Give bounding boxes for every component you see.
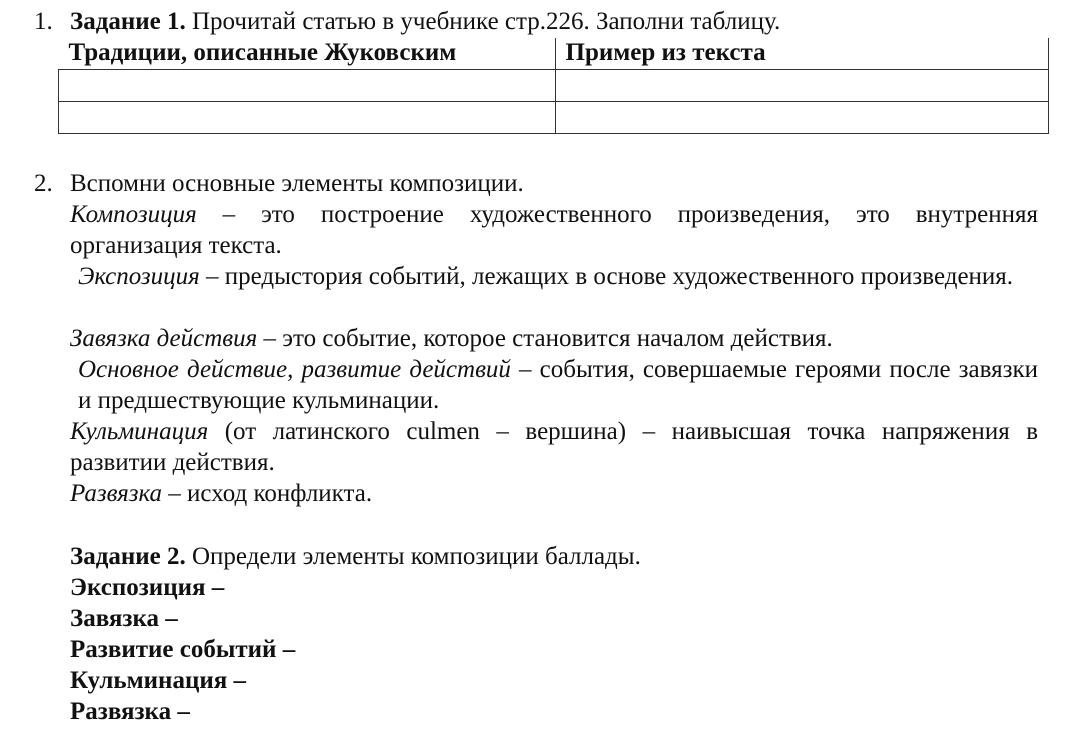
table-header-example: Пример из текста xyxy=(555,38,1049,70)
assignment2-heading xyxy=(70,541,1038,572)
task1-number: 1. xyxy=(34,8,53,35)
definition-denouement xyxy=(70,478,1038,509)
task2-number: 2. xyxy=(34,170,53,197)
traditions-table xyxy=(58,38,1049,134)
table-row xyxy=(59,70,1049,102)
definition-term: Развязка xyxy=(70,480,163,507)
table-row xyxy=(59,102,1049,134)
table-header-row xyxy=(59,38,1049,70)
definition-exposition xyxy=(70,261,1038,292)
definition-term: Композиция xyxy=(70,201,197,228)
definition-term: Завязка действия xyxy=(70,325,258,352)
task1-text: Прочитай статью в учебнике стр.226. Заполни таблицу. xyxy=(185,8,781,35)
assignment2-text: Определи элементы композиции баллады. xyxy=(185,543,641,570)
list-item: Завязка – xyxy=(70,605,178,632)
definition-text: – предыстория событий, лежащих в основе художественного произведения. xyxy=(199,263,1014,290)
definition-climax xyxy=(70,416,1038,478)
definition-text: – исход конфликта. xyxy=(162,480,373,507)
definition-text: (от латинского culmen – вершина) – наивысшая точка напряжения в развитии действия. xyxy=(70,418,1038,476)
list-item: Кульминация – xyxy=(70,667,247,694)
definition-text: – события, совершаемые героями после завязки и предшествующие кульминации. xyxy=(78,356,1039,414)
task1-title: Задание 1. xyxy=(70,8,186,35)
table-cell[interactable] xyxy=(59,70,556,102)
definition-text: – это событие, которое становится началом действия. xyxy=(257,325,833,352)
definition-text: – это построение художественного произведения, это внутренняя организация текста. xyxy=(70,201,1038,259)
list-item: Экспозиция – xyxy=(70,574,225,601)
definition-composition xyxy=(70,199,1038,261)
table-cell[interactable] xyxy=(59,102,556,134)
list-item: Развязка – xyxy=(70,698,190,725)
definition-development xyxy=(70,354,1038,416)
table-cell[interactable] xyxy=(555,102,1049,134)
assignment2-title: Задание 2. xyxy=(70,543,186,570)
definition-term: Кульминация xyxy=(70,418,209,445)
task1-heading xyxy=(70,6,1050,37)
table-header-traditions: Традиции, описанные Жуковским xyxy=(59,38,556,70)
assignment2-list xyxy=(70,572,1038,727)
definition-plot xyxy=(70,323,1038,354)
definition-term: Экспозиция xyxy=(78,263,200,290)
definition-term: Основное действие, развитие действий xyxy=(78,356,511,383)
list-item: Развитие событий – xyxy=(70,636,296,663)
task2-intro: Вспомни основные элементы композиции. xyxy=(70,170,524,197)
table-cell[interactable] xyxy=(555,70,1049,102)
